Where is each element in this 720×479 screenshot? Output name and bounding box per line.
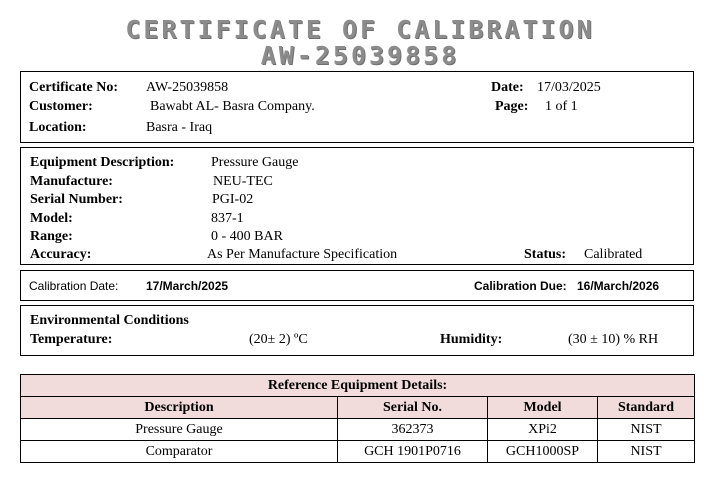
table-header-row — [21, 397, 695, 419]
calibration-date-label: Calibration Date: — [29, 279, 119, 293]
manufacture-value: NEU-TEC — [213, 174, 273, 189]
cell-serial: 362373 — [338, 419, 488, 441]
cell-description: Comparator — [21, 441, 338, 463]
model-label: Model: — [30, 211, 73, 226]
status-label: Status: — [524, 247, 567, 262]
location-value: Basra - Iraq — [146, 120, 213, 135]
cell-standard: NIST — [598, 441, 695, 463]
date-label: Date: — [491, 80, 524, 95]
calibration-date-value: 17/March/2025 — [146, 279, 229, 293]
reference-table-title: Reference Equipment Details: — [21, 375, 695, 397]
serial-number-label: Serial Number: — [30, 192, 123, 207]
accuracy-value: As Per Manufacture Specification — [207, 247, 398, 262]
range-value: 0 - 400 BAR — [211, 229, 283, 244]
location-label: Location: — [29, 120, 87, 135]
cell-serial: GCH 1901P0716 — [338, 441, 488, 463]
cert-no-label: Certificate No: — [29, 80, 119, 95]
reference-equipment-table — [20, 374, 695, 463]
certificate-title: CERTIFICATE OF CALIBRATION — [125, 15, 595, 44]
manufacture-label: Manufacture: — [30, 174, 113, 189]
table-row — [21, 419, 695, 441]
equipment-description-value: Pressure Gauge — [211, 155, 299, 170]
serial-number-value: PGI-02 — [212, 192, 254, 207]
temperature-value: (20± 2) ºC — [249, 332, 308, 347]
equipment-description-label: Equipment Description: — [30, 155, 175, 170]
table-title-row — [21, 375, 695, 397]
page-value: 1 of 1 — [545, 99, 578, 114]
status-value: Calibrated — [584, 247, 643, 262]
customer-value: Bawabt AL- Basra Company. — [150, 99, 315, 114]
calibration-due-label: Calibration Due: — [474, 279, 567, 293]
cell-description: Pressure Gauge — [21, 419, 338, 441]
humidity-label: Humidity: — [440, 332, 503, 347]
column-header-model: Model — [488, 397, 598, 419]
table-row — [21, 441, 695, 463]
accuracy-label: Accuracy: — [30, 247, 92, 262]
model-value: 837-1 — [211, 211, 244, 226]
temperature-label: Temperature: — [30, 332, 113, 347]
range-label: Range: — [30, 229, 73, 244]
cert-no-value: AW-25039858 — [146, 80, 229, 95]
cell-model: GCH1000SP — [488, 441, 598, 463]
cell-model: XPi2 — [488, 419, 598, 441]
column-header-description: Description — [21, 397, 338, 419]
page-label: Page: — [495, 99, 529, 114]
environment-heading: Environmental Conditions — [30, 313, 189, 328]
calibration-due-value: 16/March/2026 — [577, 279, 660, 293]
column-header-serial: Serial No. — [338, 397, 488, 419]
date-value: 17/03/2025 — [537, 80, 601, 95]
customer-label: Customer: — [29, 99, 93, 114]
cell-standard: NIST — [598, 419, 695, 441]
column-header-standard: Standard — [598, 397, 695, 419]
certificate-number-title: AW-25039858 — [260, 41, 460, 70]
humidity-value: (30 ± 10) % RH — [568, 332, 659, 347]
